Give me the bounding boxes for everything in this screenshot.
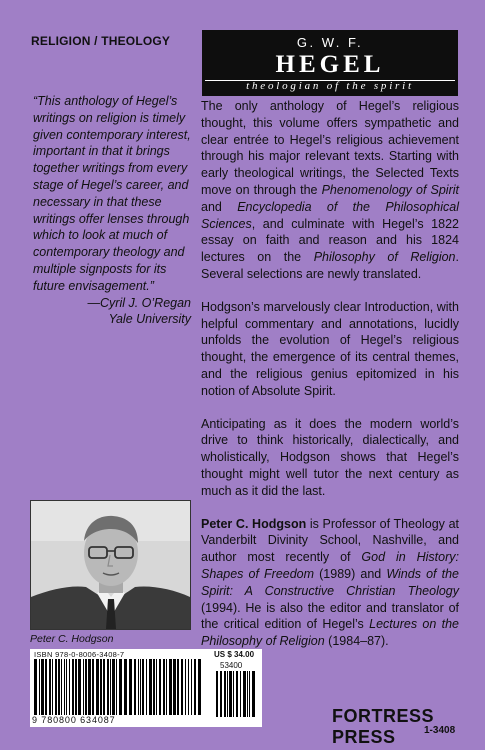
author-bio: Peter C. Hodgson is Professor of Theology at Vanderbilt Divinity School, Nashville, and author most recently of God in History: Shapes of Freedom (1989) and Winds of the Spirit: A Constructive Christian Theology (1994). He is also the editor and translator of the critical edition of Hegel’s Lectures on the Philosophy of Religion (1984–87). bbox=[201, 516, 459, 649]
price-label: US $ 34.00 bbox=[214, 650, 255, 659]
quote-text: “This anthology of Hegel’s writings on religion is timely given contemporary interest, important in that it brings together writings from every stage of Hegel’s career, and necessary in that these writings offer lenses through which to look at much of contemporary theology and multiple signposts for its future envisagement.” bbox=[33, 94, 191, 293]
description-paragraph-3: Anticipating as it does the modern world’s drive to think historically, dialectically, and wholistically, Hodgson shows that Hegel’s thought might well tutor the next century as much as it did the last. bbox=[201, 416, 459, 498]
quote-attribution-affiliation: Yale University bbox=[108, 312, 191, 327]
description-paragraph-2: Hodgson’s marvelously clear Introduction, with helpful commentary and annotations, lucidly unfolds the evolution of Hegel’s religious thought, the emergence of its central themes, and the religious genius epitomized in his notion of Absolute Spirit. bbox=[201, 299, 459, 398]
description-text bbox=[201, 98, 459, 666]
quote-attribution-name: —Cyril J. O’Regan bbox=[87, 295, 191, 310]
endorsement-quote bbox=[33, 93, 193, 328]
isbn-number: ISBN 978-0-8006-3408-7 bbox=[34, 650, 125, 659]
barcode-bars bbox=[34, 659, 202, 715]
photo-caption: Peter C. Hodgson bbox=[30, 633, 114, 645]
catalog-code: 1-3408 bbox=[424, 725, 456, 736]
book-subtitle: theologian of the spirit bbox=[246, 80, 414, 92]
category-label: RELIGION / THEOLOGY bbox=[31, 34, 171, 48]
author-photo bbox=[30, 500, 191, 630]
price-code: 53400 bbox=[220, 661, 243, 670]
price-barcode-bars bbox=[216, 671, 256, 717]
title-block bbox=[202, 30, 458, 96]
author-portrait-image bbox=[31, 501, 190, 629]
barcode-digits: 9 780800 634087 bbox=[32, 715, 116, 725]
description-paragraph-1: The only anthology of Hegel’s religious thought, this volume offers sympathetic and clear entrée to Hegel’s religious achievement through his major relevant texts. Starting with early theological writings, the Selected Texts move on through the Phenomenology of Spirit and Encyclopedia of the Philosophical Sciences, and culminate with Hegel’s 1822 essay on faith and reason and his 1824 lectures on the Philosophy of Religion. Several selections are newly translated. bbox=[201, 99, 459, 281]
book-title: HEGEL bbox=[275, 51, 385, 78]
author-initials: G. W. F. bbox=[296, 35, 364, 50]
author-name: Peter C. Hodgson bbox=[201, 516, 307, 531]
publisher-name: FORTRESS PRESS bbox=[332, 706, 435, 747]
isbn-barcode bbox=[30, 649, 262, 727]
